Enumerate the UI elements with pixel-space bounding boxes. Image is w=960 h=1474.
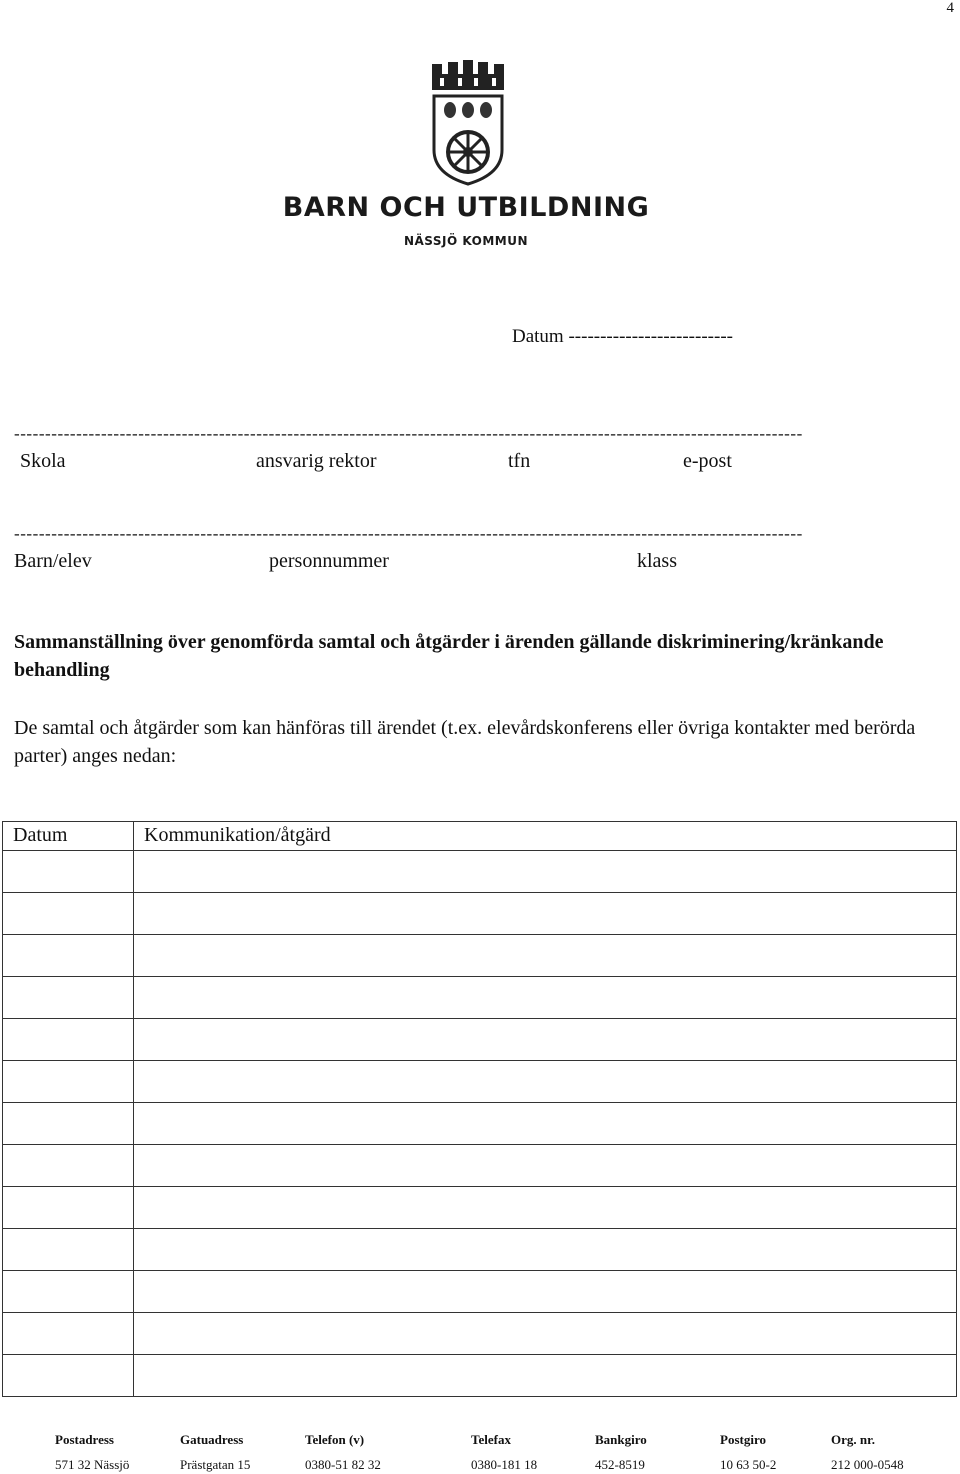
footer-value: 0380-51 82 32 bbox=[305, 1457, 381, 1472]
table-row bbox=[3, 1355, 957, 1397]
table-row bbox=[3, 935, 957, 977]
action-cell[interactable] bbox=[134, 977, 957, 1019]
dash-separator: ------------------------------------------------------------------------------------------------------------------------------- bbox=[14, 424, 803, 443]
action-cell[interactable] bbox=[134, 1271, 957, 1313]
table-row bbox=[3, 977, 957, 1019]
table-row bbox=[3, 1271, 957, 1313]
action-cell[interactable] bbox=[134, 893, 957, 935]
logo-title: BARN OCH UTBILDNING bbox=[282, 192, 650, 223]
column-header-action: Kommunikation/åtgärd bbox=[134, 822, 957, 851]
date-cell[interactable] bbox=[3, 1313, 134, 1355]
footer-label: Org. nr. bbox=[831, 1432, 875, 1447]
action-cell[interactable] bbox=[134, 1061, 957, 1103]
action-cell[interactable] bbox=[134, 1355, 957, 1397]
date-cell[interactable] bbox=[3, 851, 134, 893]
date-cell[interactable] bbox=[3, 1145, 134, 1187]
footer-values bbox=[55, 1457, 935, 1473]
footer-value: 452-8519 bbox=[595, 1457, 645, 1472]
footer-label: Telefax bbox=[471, 1432, 511, 1447]
footer-label: Gatuadress bbox=[180, 1432, 244, 1447]
table-row bbox=[3, 851, 957, 893]
action-cell[interactable] bbox=[134, 1187, 957, 1229]
footer-label: Postadress bbox=[55, 1432, 114, 1447]
intro-text: De samtal och åtgärder som kan hänföras till ärendet (t.ex. elevårdskonferens eller övriga kontakter med berörda parter) anges nedan: bbox=[14, 717, 916, 767]
class-label: klass bbox=[637, 550, 677, 572]
date-cell[interactable] bbox=[3, 1019, 134, 1061]
table-row bbox=[3, 1061, 957, 1103]
date-cell[interactable] bbox=[3, 1187, 134, 1229]
date-cell[interactable] bbox=[3, 1271, 134, 1313]
phone-label: tfn bbox=[508, 450, 531, 472]
table-row bbox=[3, 1187, 957, 1229]
table-row bbox=[3, 893, 957, 935]
student-label: Barn/elev bbox=[14, 550, 92, 572]
footer-labels bbox=[55, 1432, 935, 1448]
footer-label: Bankgiro bbox=[595, 1432, 647, 1447]
dash-separator: ------------------------------------------------------------------------------------------------------------------------------- bbox=[14, 524, 803, 543]
footer-value: 212 000-0548 bbox=[831, 1457, 904, 1472]
action-cell[interactable] bbox=[134, 1313, 957, 1355]
table-row bbox=[3, 1313, 957, 1355]
table-header-row bbox=[3, 822, 957, 851]
footer-value: Prästgatan 15 bbox=[180, 1457, 251, 1472]
coat-of-arms-icon bbox=[428, 58, 508, 186]
date-cell[interactable] bbox=[3, 1061, 134, 1103]
action-cell[interactable] bbox=[134, 1229, 957, 1271]
date-cell[interactable] bbox=[3, 1103, 134, 1145]
table-row bbox=[3, 1145, 957, 1187]
logo-subtitle: NÄSSJÖ KOMMUN bbox=[403, 234, 529, 248]
footer-value: 0380-181 18 bbox=[471, 1457, 538, 1472]
datum-field: Datum -------------------------- bbox=[512, 326, 733, 347]
action-cell[interactable] bbox=[134, 1019, 957, 1061]
page-number: 4 bbox=[946, 0, 954, 16]
action-cell[interactable] bbox=[134, 1103, 957, 1145]
table-row bbox=[3, 1019, 957, 1061]
section-heading: Sammanställning över genomförda samtal och åtgärder i ärenden gällande diskriminering/kränkande behandling bbox=[14, 631, 884, 681]
footer-value: 571 32 Nässjö bbox=[55, 1457, 130, 1472]
footer-label: Telefon (v) bbox=[305, 1432, 365, 1447]
date-cell[interactable] bbox=[3, 977, 134, 1019]
log-table bbox=[2, 821, 957, 1397]
date-cell[interactable] bbox=[3, 1229, 134, 1271]
column-header-datum: Datum bbox=[3, 822, 134, 851]
personal-number-label: personnummer bbox=[269, 550, 389, 572]
footer-value: 10 63 50-2 bbox=[720, 1457, 777, 1472]
table-row bbox=[3, 1103, 957, 1145]
footer-label: Postgiro bbox=[720, 1432, 766, 1447]
school-label: Skola bbox=[20, 450, 66, 472]
action-cell[interactable] bbox=[134, 851, 957, 893]
action-cell[interactable] bbox=[134, 1145, 957, 1187]
date-cell[interactable] bbox=[3, 893, 134, 935]
principal-label: ansvarig rektor bbox=[256, 450, 377, 472]
email-label: e-post bbox=[683, 450, 732, 472]
date-cell[interactable] bbox=[3, 1355, 134, 1397]
action-cell[interactable] bbox=[134, 935, 957, 977]
table-row bbox=[3, 1229, 957, 1271]
date-cell[interactable] bbox=[3, 935, 134, 977]
